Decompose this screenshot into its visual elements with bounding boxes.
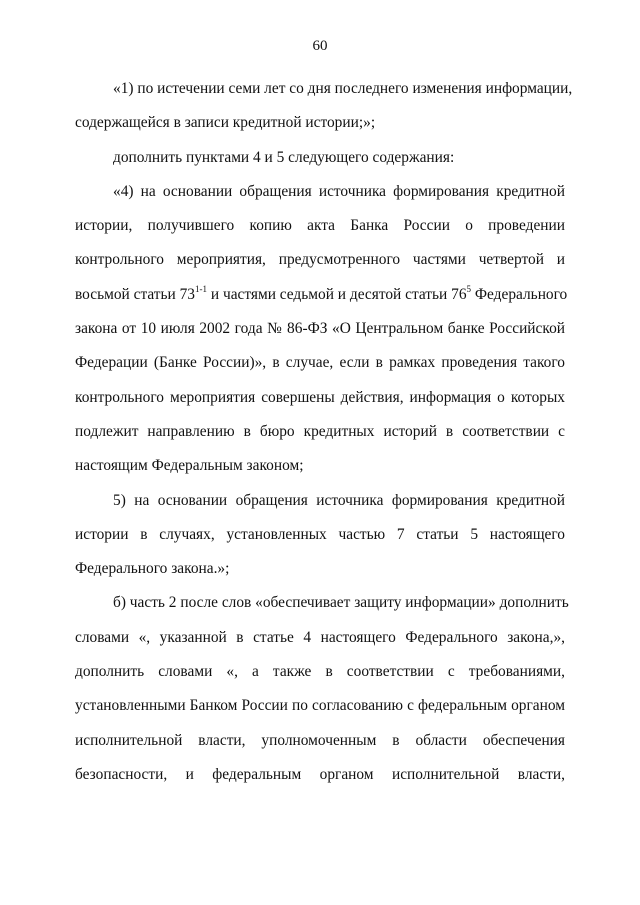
paragraph-item-2 xyxy=(75,141,565,175)
text-line: б) часть 2 после слов «обеспечивает защиту информации» дополнить xyxy=(113,594,569,612)
text-segment: Федерального xyxy=(471,285,568,303)
text-line: контрольного мероприятия, предусмотренного частями четвертой и xyxy=(75,251,565,269)
text-line: Федерального закона.»; xyxy=(75,560,230,578)
text-line: истории, получившего копию акта Банка России о проведении xyxy=(75,217,565,235)
page-number: 60 xyxy=(312,38,328,54)
text-segment: восьмой статьи 73 xyxy=(75,285,196,303)
text-segment: и частями седьмой и десятой статьи 76 xyxy=(207,285,467,303)
text-line: исполнительной власти, уполномоченным в области обеспечения xyxy=(75,731,565,749)
paragraph-item-3 xyxy=(75,175,568,484)
text-line: настоящим Федеральным законом; xyxy=(75,457,304,475)
paragraph-item-5 xyxy=(75,586,569,792)
paragraph-item-1 xyxy=(75,72,573,141)
text-line: Федерации (Банке России)», в случае, если в рамках проведения такого xyxy=(75,354,565,372)
text-line: контрольного мероприятия совершены действия, информация о которых xyxy=(75,388,565,406)
text-line: установленными Банком России по согласованию с федеральным органом xyxy=(75,697,565,715)
text-line: дополнить словами «, а также в соответствии с требованиями, xyxy=(75,663,565,681)
text-line: словами «, указанной в статье 4 настоящего Федерального закона,», xyxy=(75,628,565,646)
text-line: содержащейся в записи кредитной истории;»; xyxy=(75,114,376,132)
text-line-with-superscripts xyxy=(75,278,568,312)
superscript-5: 5 xyxy=(466,283,472,294)
superscript-1-1: 1-1 xyxy=(195,283,208,294)
text-line: «1) по истечении семи лет со дня последнего изменения информации, xyxy=(113,80,573,97)
document-body xyxy=(75,72,573,792)
text-line: истории в случаях, установленных частью 7 статьи 5 настоящего xyxy=(75,525,565,543)
text-line: закона от 10 июля 2002 года № 86-ФЗ «О Центральном банке Российской xyxy=(75,320,565,338)
text-line: подлежит направлению в бюро кредитных историй в соответствии с xyxy=(75,422,565,440)
paragraph-item-4 xyxy=(75,484,565,587)
text-line: безопасности, и федеральным органом исполнительной власти, xyxy=(75,765,565,783)
text-line: дополнить пунктами 4 и 5 следующего содержания: xyxy=(113,148,455,166)
text-line: 5) на основании обращения источника формирования кредитной xyxy=(113,491,565,509)
text-line: «4) на основании обращения источника формирования кредитной xyxy=(113,182,565,200)
